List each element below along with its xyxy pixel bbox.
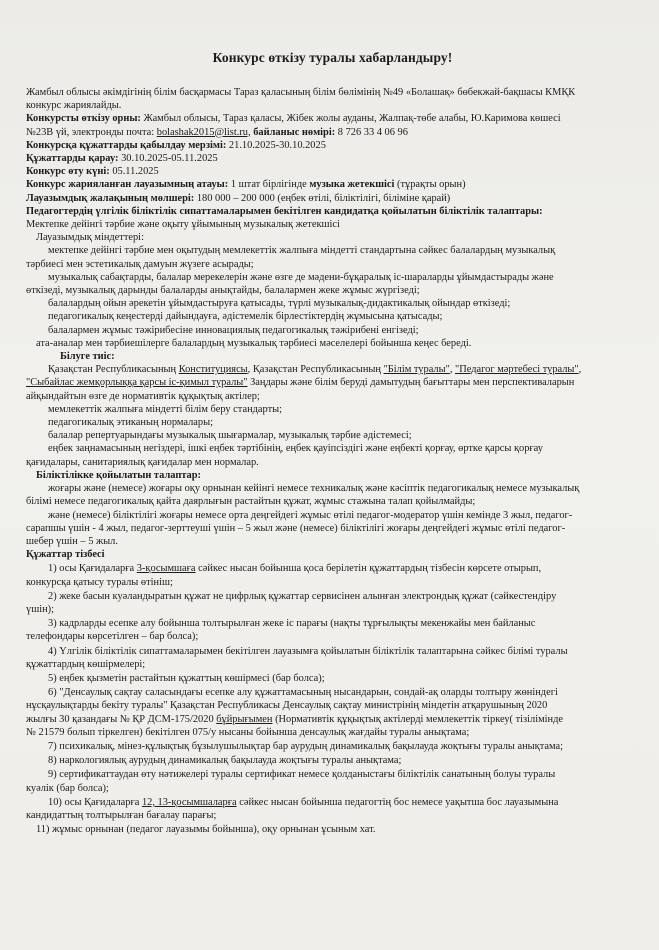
doc-text: 10) осы Қағидаларға (48, 796, 140, 808)
doc-item-2-cont: үшін); (26, 603, 54, 615)
documents-heading: Құжаттар тізбесі (26, 549, 105, 561)
place-line-2 (26, 126, 639, 139)
duty-line: балалардың ойын әрекетін ұйымдастыруға қатысады, түрлі музыкалық-дидактикалық ойындар өткізеді; (48, 298, 511, 310)
intro-line-2: конкурс жариялайды. (26, 100, 122, 112)
requirement-line: жоғары және (немесе) жоғары оқу орнынан кейінгі немесе техникалық және кәсіптік педагогикалық немесе музыкалық (48, 483, 580, 495)
know-text: Қазақстан Республикасының (48, 364, 177, 376)
constitution-link[interactable]: Конституциясы (178, 364, 248, 376)
doc-item-10-cont: кандидаттың толтырылған бағалау парағы; (26, 809, 217, 821)
position-subtitle: Мектепке дейінгі тәрбие және оқыту ұйымының музыкалық жетекшісі (26, 219, 340, 231)
review-label: Құжаттарды қарау: (26, 153, 119, 165)
place-value: Жамбыл облысы, Тараз қаласы, Жібек жолы ауданы, Жалпақ-төбе алабы, Ю.Каримова көшесі (143, 113, 561, 125)
requirement-line: және (немесе) біліктілігі жоғары немесе орта деңгейдегі жұмыс өтілі педагог-модератор үшін кемінде 3 жыл, педагог- (48, 509, 573, 521)
position-value: 1 штат бірлігінде (230, 179, 307, 191)
doc-item-11: 11) жұмыс орнынан (педагог лауазымы бойынша), оқу орнынан ұсыным хат. (36, 824, 376, 836)
doc-item-3-cont: телефондары көрсетілген – бар болса); (26, 631, 199, 643)
know-text: Заңдары және білім беруді дамытудың бағыттары мен перспективаларын (250, 377, 575, 389)
know-line: айқындайтын өзге де нормативтік құқықтық актілер; (26, 390, 260, 402)
know-line: еңбек заңнамасының негіздері, ішкі еңбек тәртібінің, еңбек қауіпсіздігі және еңбекті қорғау, өртке қарсы қорғау (48, 443, 543, 455)
duty-line: музыкалық сабақтарды, балалар мерекелерін және өзге де мәдени-бұқаралық іс-шараларды ұйымдастырады және (48, 271, 554, 283)
salary-value: 180 000 – 200 000 (еңбек өтілі, біліктілігі, біліміне қарай) (196, 192, 451, 204)
doc-item-10 (26, 796, 639, 809)
doc-item-8: 8) наркологиялық аурудың динамикалық бақылауда жоқтығы туралы анықтама; (48, 755, 402, 767)
email-link[interactable]: bolashak2015@list.ru, (156, 126, 251, 138)
know-text: , Қазақстан Республикасының (247, 364, 381, 376)
requirement-line: сарапшы үшін - 4 жыл, педагог-зерттеуші үшін – 5 жыл және (немесе) біліктілігі жоғары деңгейдегі жұмыс өтілі педагог- (26, 522, 566, 534)
accept-line (26, 139, 639, 152)
doc-item-6-cont: № 21579 болып тіркелген) бекітілген 075/у нысаны бойынша денсаулық жағдайы туралы анықтама; (26, 726, 470, 738)
know-line: педагогикалық этиканың нормалары; (48, 417, 213, 429)
salary-label: Лауазымдық жалақының мөлшері: (26, 192, 195, 204)
duty-line: балалармен жұмыс тәжірибесіне инновациялық педагогикалық тәжірибені енгізеді; (48, 324, 419, 336)
doc-item-6-cont: нұсқаулықтарды бекіту туралы" Қазақстан Республикасы Денсаулық сақтау министрінің міндетін атқарушының 2020 (26, 700, 548, 712)
appendix-12-13-link[interactable]: 12, 13-қосымшаларға (141, 796, 237, 808)
document-title: Конкурс өткізу туралы хабарландыру! (212, 50, 453, 65)
position-line (26, 178, 639, 191)
know-heading: Білуге тиіс: (60, 351, 115, 363)
intro-line-1: Жамбыл облысы әкімдігінің білім басқармасы Тараз қаласының білім бөлімінің №49 «Болашақ» бөбекжай-бақшасы КМҚК (26, 87, 576, 98)
know-text: , (578, 364, 582, 376)
requirement-line: шебер үшін – 5 жыл. (26, 535, 118, 547)
qualification-title: Педагогтердің үлгілік біліктілік сипаттамаларымен бекітілген кандидатқа қойылатын біліктілік талаптары: (26, 205, 543, 217)
place-line-1 (26, 112, 639, 125)
duty-line: мектепке дейінгі тәрбие мен оқытудың мемлекеттік жалпыға міндетті стандартына сәйкес балалардың музыкалық (48, 245, 556, 257)
requirement-line: білімі немесе педагогикалық қайта даярлығын растайтын құжат, жұмыс стажына талап қойылмайды; (26, 496, 476, 508)
review-line (26, 152, 639, 165)
know-text: , (449, 364, 453, 376)
education-law-link[interactable]: "Білім туралы" (383, 364, 450, 376)
doc-text: сәйкес нысан бойынша педагогтің бос немесе уақытша бос лауазымына (239, 796, 559, 808)
place-label: Конкурсты өткізу орны: (26, 113, 141, 125)
doc-item-9-cont: куәлік (бар болса); (26, 782, 109, 794)
anticorruption-law-link[interactable]: "Сыбайлас жемқорлыққа қарсы іс-қимыл туралы" (26, 377, 248, 389)
accept-label: Конкурсқа құжаттарды қабылдау мерзімі: (26, 139, 227, 151)
know-line-1 (26, 363, 639, 376)
know-line-2 (26, 376, 639, 389)
held-label: Конкурс өту күні: (26, 166, 110, 178)
doc-item-9: 9) сертификаттаудан өту нәтижелері туралы сертификат немесе қолданыстағы біліктілік санатының болуы туралы (48, 769, 556, 781)
accept-value: 21.10.2025-30.10.2025 (228, 139, 326, 151)
doc-item-1 (26, 562, 639, 575)
phone-label: байланыс нөмірі: (253, 126, 336, 138)
duty-line: тәрбиесі мен эстетикалық дамуын жүзеге асырады; (26, 258, 254, 270)
doc-item-6-cont (26, 713, 639, 726)
duties-heading: Лауазымдық міндеттері: (36, 232, 144, 244)
doc-item-4-cont: құжаттардың көшірмелері; (26, 658, 146, 670)
doc-item-6: 6) "Денсаулық сақтау саласындағы есепке алу құжаттамасының нысандарын, сондай-ақ оларды толтыру жөніндегі (48, 687, 558, 699)
doc-item-3: 3) кадрларды есепке алу бойынша толтырылған жеке іс парағы (нақты тұрғылықты мекенжайы мен байланыс (48, 618, 536, 630)
doc-text: (Нормативтік құқықтық актілерді мемлекеттік тіркеу( тізілімінде (275, 713, 564, 725)
doc-text: жылғы 30 қазандағы № ҚР ДСМ-175/2020 (26, 713, 214, 725)
doc-item-1-cont: конкурсқа қатысу туралы өтініш; (26, 576, 173, 588)
phone-value: 8 726 33 4 06 96 (337, 126, 408, 138)
doc-text: сәйкес нысан бойынша қоса берілетін құжаттардың тізбесін көрсете отырып, (198, 563, 542, 575)
review-value: 30.10.2025-05.11.2025 (121, 153, 218, 165)
doc-item-7: 7) психикалық, мінез-құлықтық бұзылушылықтар бар аурудың динамикалық бақылауда жоқтығы туралы анықтама; (48, 740, 563, 752)
salary-line (26, 192, 639, 205)
position-label: Конкурс жарияланған лауазымның атауы: (26, 179, 229, 191)
teacher-status-law-link[interactable]: "Педагог мәртебесі туралы" (455, 364, 579, 376)
doc-item-5: 5) еңбек қызметін растайтын құжаттың көшірмесі (бар болса); (48, 672, 325, 684)
doc-item-2: 2) жеке басын куәландыратын құжат не цифрлық құжаттар сервисінен алынған электрондық құжат (сәйкестендіру (48, 590, 557, 602)
duty-line: ата-аналар мен тәрбиешілерге балалардың музыкалық тәрбиесі мәселелері бойынша кеңес береді. (36, 337, 472, 349)
doc-item-4: 4) Үлгілік біліктілік сипаттамаларымен бекітілген лауазымға қойылатын біліктілік талаптарына сәйкес білімі туралы (48, 645, 568, 657)
know-line: балалар репертуарындағы музыкалық шығармалар, музыкалық тәрбие әдістемесі; (48, 430, 412, 442)
duty-line: өткізеді, музыкалық дарынды балаларды анықтайды, балалармен жеке жұмыс жүргізеді; (26, 285, 420, 297)
order-link[interactable]: бұйрығымен (216, 713, 273, 725)
requirements-heading: Біліктілікке қойылатын талаптар: (36, 469, 201, 481)
duty-line: педагогикалық кеңестерді дайындауға, әдістемелік бірлестіктердің жұмысына қатысады; (48, 311, 443, 323)
place-address-tail: №23В үй, электронды почта: (26, 126, 155, 138)
position-value-bold: музыка жетекшісі (309, 179, 395, 191)
know-line: қағидалары, санитариялық қағидалар мен нормалар. (26, 456, 259, 468)
held-value: 05.11.2025 (112, 166, 159, 178)
position-value-tail: (тұрақты орын) (397, 179, 466, 191)
doc-text: 1) осы Қағидаларға (48, 563, 135, 575)
know-line: мемлекеттік жалпыға міндетті білім беру стандарты; (48, 403, 282, 415)
appendix-3-link[interactable]: 3-қосымшаға (136, 563, 196, 575)
held-line (26, 165, 639, 178)
